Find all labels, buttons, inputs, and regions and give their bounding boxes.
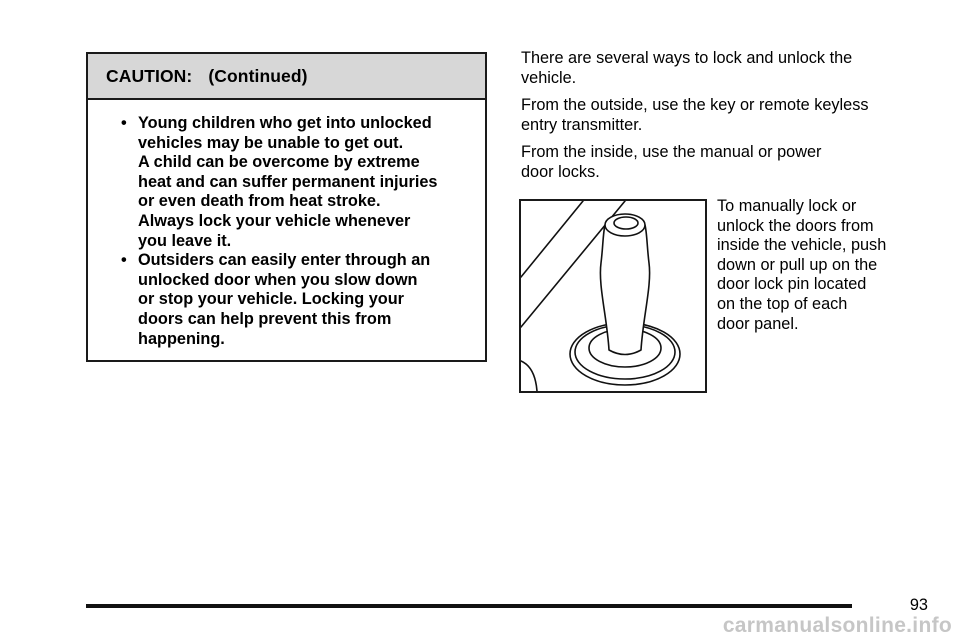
caution-line: unlocked door when you slow down <box>138 270 418 289</box>
caution-item-outsiders <box>121 251 471 349</box>
paragraph-manual-lock <box>717 197 886 334</box>
paragraph-line: door lock pin located <box>717 275 867 294</box>
paragraph-line: door locks. <box>521 162 600 181</box>
paragraph-line: door panel. <box>717 314 799 333</box>
paragraph-ways-to-lock <box>521 49 852 88</box>
caution-line: Outsiders can easily enter through an <box>138 251 431 270</box>
caution-line: A child can be overcome by extreme <box>138 153 420 172</box>
caution-header <box>88 54 485 100</box>
caution-line: Always lock your vehicle whenever <box>138 211 411 230</box>
page-number: 93 <box>909 596 928 614</box>
caution-line: you leave it. <box>138 231 232 250</box>
caution-line: doors can help prevent this from <box>138 309 392 328</box>
paragraph-line: entry transmitter. <box>521 115 643 134</box>
caution-title: CAUTION: <box>106 65 193 86</box>
caution-line: or stop your vehicle. Locking your <box>138 290 404 309</box>
paragraph-line: inside the vehicle, push <box>717 236 887 255</box>
paragraph-line: on the top of each <box>717 294 848 313</box>
paragraph-inside <box>521 143 821 182</box>
caution-line: or even death from heat stroke. <box>138 192 381 211</box>
footer-rule <box>86 604 852 608</box>
paragraph-line: From the inside, use the manual or power <box>521 143 822 161</box>
caution-item-children <box>121 114 471 251</box>
caution-line: Young children who get into unlocked <box>138 114 432 132</box>
watermark: carmanualsonline.info <box>722 614 952 637</box>
paragraph-outside <box>521 96 869 135</box>
caution-list <box>121 114 471 349</box>
caution-box <box>86 52 487 362</box>
caution-line: heat and can suffer permanent injuries <box>138 172 438 191</box>
bullet-icon: • <box>121 114 127 132</box>
paragraph-line: down or pull up on the <box>717 255 878 274</box>
door-lock-pin-icon <box>521 201 705 391</box>
trim-line <box>521 201 583 277</box>
caution-line: happening. <box>138 329 225 348</box>
bullet-icon: • <box>121 251 127 270</box>
corner-arc <box>521 361 537 391</box>
paragraph-line: vehicle. <box>521 68 577 87</box>
paragraph-line: To manually lock or <box>717 197 857 215</box>
paragraph-line: unlock the doors from <box>717 216 874 235</box>
paragraph-line: There are several ways to lock and unlock the <box>521 49 853 67</box>
pin-body <box>600 225 649 355</box>
caution-line: vehicles may be unable to get out. <box>138 133 404 152</box>
door-lock-pin-figure <box>519 199 707 393</box>
caution-continued: (Continued) <box>208 65 308 86</box>
paragraph-line: From the outside, use the key or remote keyless <box>521 96 869 114</box>
